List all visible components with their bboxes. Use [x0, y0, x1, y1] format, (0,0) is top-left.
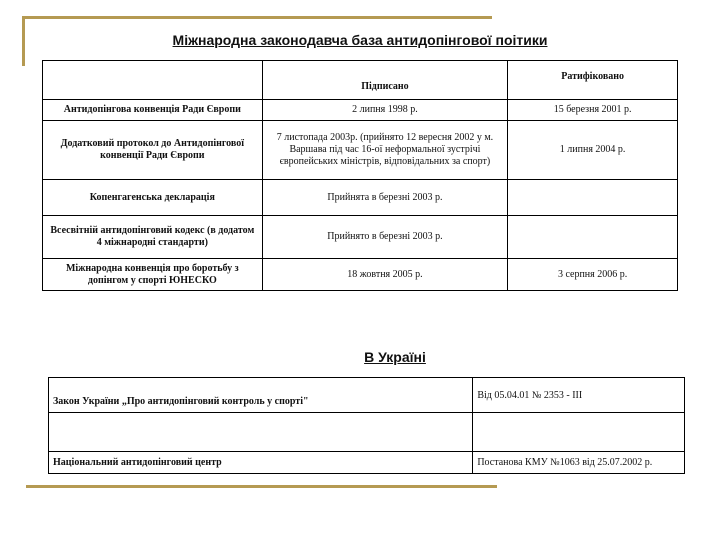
document-name: Копенгагенська декларація [43, 180, 263, 216]
table-row [43, 180, 678, 216]
bottom-rule [26, 485, 497, 488]
signed-date: 2 липня 1998 р. [262, 100, 508, 121]
table-row [43, 216, 678, 259]
ratified-date: 15 березня 2001 р. [508, 100, 678, 121]
top-rule [22, 16, 492, 19]
document-name: Всесвітній антидопінговий кодекс (в додатом 4 міжнародні стандарти) [43, 216, 263, 259]
ukraine-table [48, 377, 685, 474]
signed-date: 7 листопада 2003р. (прийнято 12 вересня 2002 у м. Варшава під час 16-ої неформальної зустрічі європейських міністрів, відповідальних за спорт) [262, 121, 508, 180]
table-row [49, 452, 685, 474]
table-row [43, 259, 678, 291]
ukraine-heading: В Україні [364, 349, 426, 365]
header-cell [43, 61, 263, 100]
document-ref: Від 05.04.01 № 2353 - ІІІ [473, 378, 685, 413]
document-name: Національний антидопінговий центр [49, 452, 473, 474]
document-name: Антидопінгова конвенція Ради Європи [43, 100, 263, 121]
document-name: Закон України „Про антидопінговий контроль у спорті" [49, 378, 473, 413]
header-ratified: Ратифіковано [508, 61, 678, 100]
signed-date: Прийнято в березні 2003 р. [262, 216, 508, 259]
ratified-date: 1 липня 2004 р. [508, 121, 678, 180]
document-name: Додатковий протокол до Антидопінгової конвенції Ради Європи [43, 121, 263, 180]
ratified-date: 3 серпня 2006 р. [508, 259, 678, 291]
international-table [42, 60, 678, 291]
table-header-row [43, 61, 678, 100]
signed-date: Прийнята в березні 2003 р. [262, 180, 508, 216]
document-ref: Постанова КМУ №1063 від 25.07.2002 р. [473, 452, 685, 474]
page-title: Міжнародна законодавча база антидопінгової поітики [172, 32, 548, 48]
ratified-date [508, 216, 678, 259]
table-row [43, 100, 678, 121]
document-name: Міжнародна конвенція про боротьбу з допінгом у спорті ЮНЕСКО [43, 259, 263, 291]
signed-date: 18 жовтня 2005 р. [262, 259, 508, 291]
document-ref [473, 413, 685, 452]
table-row [49, 413, 685, 452]
table-row [43, 121, 678, 180]
ratified-date [508, 180, 678, 216]
table-row [49, 378, 685, 413]
document-name [49, 413, 473, 452]
header-signed: Підписано [262, 61, 508, 100]
